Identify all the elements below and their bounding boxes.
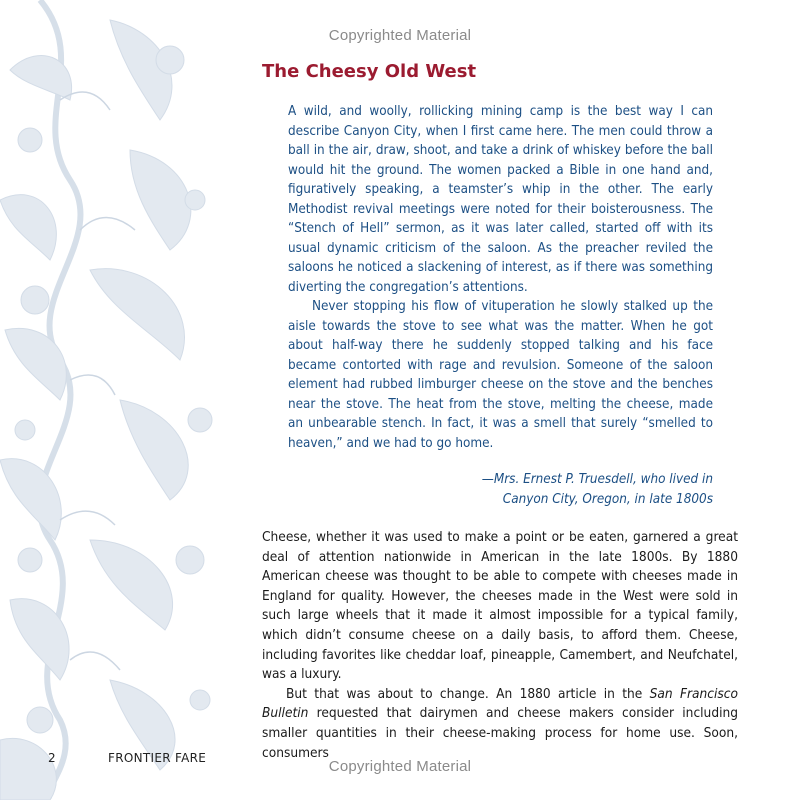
attribution-line-1: —Mrs. Ernest P. Truesdell, who lived in [481,472,713,487]
quote-paragraph-2: Never stopping his flow of vituperation he slowly stalked up the aisle towards the stove to see what was the matter. When he got about half-way there he suddenly stopped talking and his face became contorted with rage and revulsion. Someone of the saloon element had rubbed limburger cheese on the stove and the benches near the stove. The heat from the stove, melting the cheese, made an unbearable stench. In fact, it was a smell that surely “smelled to heaven,” and we had to go home. [288,299,713,451]
page-number: 2 [48,751,56,765]
body-paragraph-2 [262,685,738,763]
quote-attribution [288,470,713,509]
attribution-line-2: Canyon City, Oregon, in late 1800s [502,491,713,507]
body-paragraph-1: Cheese, whether it was used to make a point or be eaten, garnered a great deal of attention nationwide in American in the late 1800s. By 1880 American cheese was thought to be able to compete with cheeses made in England for quality. However, the cheeses made in the West were sold in such large wheels that it made it almost impossible for a typical family, which didn’t consume cheese on a daily basis, to afford them. Cheese, including favorites like cheddar loaf, pineapple, Camembert, and Neufchatel, was a luxury. [262,529,738,683]
body-text [262,528,738,763]
quote-paragraph-1: A wild, and woolly, rollicking mining camp is the best way I can describe Canyon City, when I first came here. The men could throw a ball in the air, draw, shoot, and take a drink of whiskey before the ball would hit the ground. The women packed a Bible in one hand and, figuratively speaking, a teamster’s whip in the other. The early Methodist revival meetings were noted for their boisterousness. The “Stench of Hell” sermon, as it was later called, started off with its usual dynamic criticism of the saloon. As the preacher reviled the saloons he noticed a slackening of interest, as if there was something diverting the congregation’s attentions. [288,104,713,295]
block-quote [288,102,713,453]
floral-paisley-pattern-icon [0,0,225,800]
copyright-watermark-top: Copyrighted Material [328,27,472,44]
body-paragraph-2-start: But that was about to change. An 1880 article in the [286,685,650,702]
body-paragraph-2-end: requested that dairymen and cheese makers consider including smaller quantities in their cheese-making process for home use. Soon, consumers [262,705,738,761]
newspaper-title: San Francisco Bulletin [262,685,738,722]
floral-border-decoration [0,0,225,800]
section-heading: The Cheesy Old West [262,61,477,82]
running-title: FRONTIER FARE [108,751,207,765]
copyright-watermark-bottom: Copyrighted Material [328,758,472,775]
